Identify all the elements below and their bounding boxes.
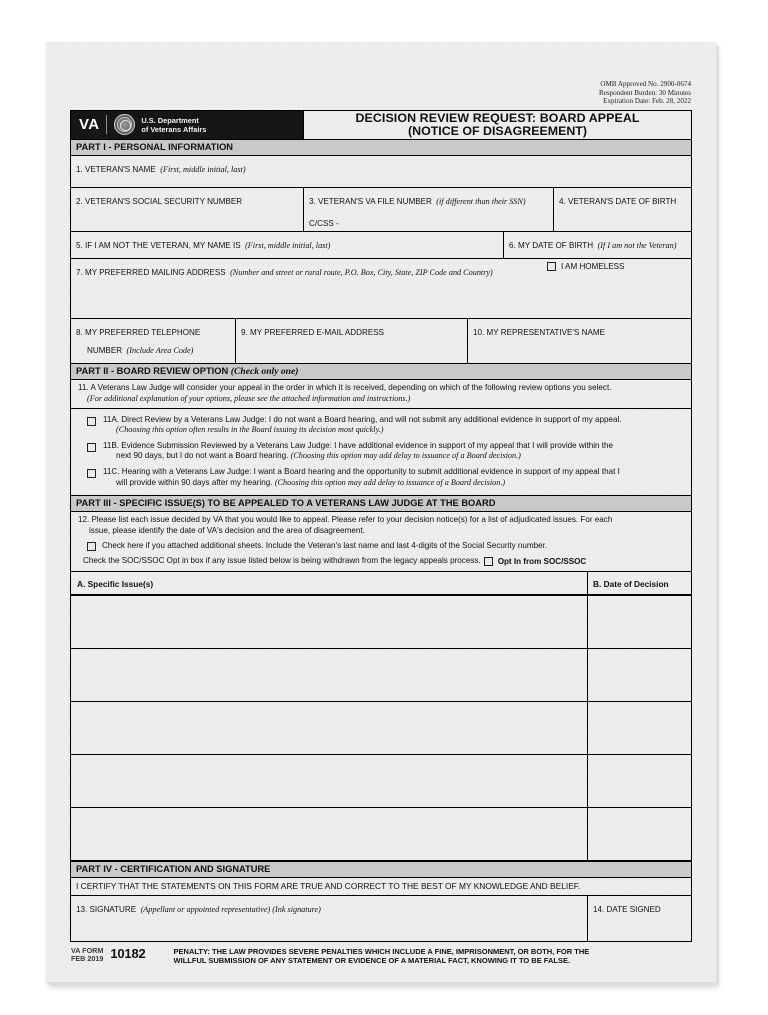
issue-cell[interactable] (71, 755, 587, 807)
option-11c-indent-main: will provide within 90 days after my hearing. (116, 477, 275, 487)
va-form-10182-page (46, 42, 716, 982)
penalty-line2: WILLFUL SUBMISSION OF ANY STATEMENT OR EVIDENCE OF A MATERIAL FACT, KNOWING IT TO BE FALSE. (173, 956, 571, 966)
part3-intro-line1: 12. Please list each issue decided by VA that you would like to appeal. Please refer to your decision notice(s) for a list of adjudicated issues. For each (78, 515, 613, 525)
field-3-hint: (if different than their SSN) (436, 196, 526, 206)
date-cell[interactable] (587, 755, 691, 807)
field-row-2 (70, 188, 692, 232)
certification-statement: I CERTIFY THAT THE STATEMENTS ON THIS FORM ARE TRUE AND CORRECT TO THE BEST OF MY KNOWLEDGE AND BELIEF. (70, 878, 692, 896)
field-non-veteran-name[interactable] (71, 232, 503, 258)
omb-expiration-date: Expiration Date: Feb. 28, 2022 (603, 97, 691, 106)
field-6-hint: (If I am not the Veteran) (597, 240, 677, 250)
va-department-line2: of Veterans Affairs (141, 124, 207, 134)
field-7-hint: (Number and street or rural route, P.O. Box, City, State, ZIP Code and Country) (230, 267, 493, 277)
option-11c[interactable] (78, 467, 685, 488)
form-header-band (70, 110, 692, 140)
field-8-label2: NUMBER (87, 345, 123, 355)
option-11c-checkbox[interactable] (87, 469, 96, 478)
optin-row[interactable] (78, 556, 685, 566)
form-title-line1: DECISION REVIEW REQUEST: BOARD APPEAL (355, 110, 640, 125)
field-row-4 (70, 259, 692, 319)
part3-section-bar: PART III - SPECIFIC ISSUE(S) TO BE APPEALED TO A VETERANS LAW JUDGE AT THE BOARD (70, 496, 692, 512)
table-row[interactable] (70, 808, 692, 862)
va-logo-block (71, 111, 303, 139)
document-page-stack (46, 42, 716, 982)
penalty-line1: PENALTY: THE LAW PROVIDES SEVERE PENALTIES WHICH INCLUDE A FINE, IMPRISONMENT, OR BOTH, FOR THE (173, 946, 590, 956)
option-11c-italic: (Choosing this option may add delay to issuance of a Board decision.) (274, 477, 506, 487)
field-8-hint: (Include Area Code) (126, 345, 194, 355)
table-row[interactable] (70, 596, 692, 649)
field-row-3 (70, 232, 692, 259)
form-number: 10182 (110, 945, 146, 961)
part3-intro (70, 512, 692, 572)
field-telephone[interactable] (71, 319, 235, 363)
date-cell[interactable] (587, 596, 691, 648)
part2-options (70, 409, 692, 496)
omb-approved-number: OMB Approved No. 2900-0674 (600, 80, 691, 88)
field-my-dob[interactable] (503, 232, 691, 258)
option-11c-text (103, 467, 620, 488)
option-11b-text (103, 441, 613, 462)
field-7-label: 7. MY PREFERRED MAILING ADDRESS (76, 267, 226, 277)
option-11a-italic: (Choosing this option often results in the Board issuing its decision most quickly.) (116, 425, 384, 435)
field-5-label: 5. IF I AM NOT THE VETERAN, MY NAME IS (76, 240, 241, 250)
va-department-line1: U.S. Department (141, 115, 199, 125)
option-11a[interactable] (78, 415, 685, 436)
field-14-label: 14. DATE SIGNED (593, 904, 661, 914)
issues-col-b-label: B. Date of Decision (593, 578, 669, 589)
field-representative-name[interactable] (467, 319, 691, 363)
attached-sheets-row[interactable] (78, 541, 685, 551)
table-row[interactable] (70, 649, 692, 702)
part2-intro-line1: 11. A Veterans Law Judge will consider your appeal in the order in which it is received, depending on which of the following review options you select. (78, 382, 612, 392)
field-5-hint: (First, middle initial, last) (245, 240, 331, 250)
field-row-1 (70, 156, 692, 188)
option-11c-main: 11C. Hearing with a Veterans Law Judge: I want a Board hearing and the opportunity to submit additional evidence in support of my appeal that I (103, 467, 620, 477)
field-13-label: 13. SIGNATURE (76, 904, 137, 914)
va-wordmark: VA (79, 116, 100, 134)
optin-prefix-text: Check the SOC/SSOC Opt in box if any issue listed below is being withdrawn from the legacy appeals process. (83, 556, 481, 566)
field-13-hint: (Appellant or appointed representative) (Ink signature) (140, 904, 321, 914)
field-9-label: 9. MY PREFERRED E-MAIL ADDRESS (241, 327, 385, 337)
field-va-file-number[interactable] (303, 188, 553, 231)
part2-bar-text: PART II - BOARD REVIEW OPTION (76, 365, 231, 376)
va-department-text (141, 116, 206, 134)
va-form-line1: VA FORM (71, 945, 104, 955)
table-row[interactable] (70, 702, 692, 755)
option-11a-main: 11A. Direct Review by a Veterans Law Judge: I do not want a Board hearing, and will not submit any additional evidence in support of my appeal. (103, 414, 622, 424)
homeless-checkbox[interactable] (547, 262, 556, 271)
issues-col-a-label: A. Specific Issue(s) (77, 578, 154, 589)
field-1-label: 1. VETERAN'S NAME (76, 164, 156, 174)
issue-cell[interactable] (71, 808, 587, 860)
field-1-hint: (First, middle initial, last) (160, 164, 246, 174)
va-form-designation (71, 946, 103, 964)
issues-col-b-header (587, 572, 691, 594)
option-11a-text (103, 415, 622, 436)
logo-divider (106, 115, 107, 134)
option-11b[interactable] (78, 441, 685, 462)
issue-cell[interactable] (71, 649, 587, 701)
option-11a-checkbox[interactable] (87, 417, 96, 426)
attached-sheets-label: Check here if you attached additional sheets. Include the Veteran's last name and last 4-digits of the Social Security number. (102, 541, 548, 551)
date-cell[interactable] (587, 649, 691, 701)
date-cell[interactable] (587, 808, 691, 860)
omb-respondent-burden: Respondent Burden: 30 Minutes (598, 88, 691, 97)
option-11c-indent (103, 478, 620, 489)
field-email[interactable] (235, 319, 467, 363)
optin-label: Opt In from SOC/SSOC (497, 557, 587, 567)
option-11b-indent-main: next 90 days, but I do not want a Board hearing. (116, 451, 291, 461)
form-body (70, 80, 692, 966)
penalty-statement (174, 946, 590, 966)
option-11b-indent (103, 451, 613, 462)
field-mailing-address[interactable] (71, 259, 691, 318)
signature-row (70, 896, 692, 942)
part2-intro-line2: (For additional explanation of your options, please see the attached information and instructions.) (87, 394, 411, 404)
issues-col-a-header (71, 572, 587, 594)
part1-section-bar: PART I - PERSONAL INFORMATION (70, 140, 692, 156)
part2-bar-italic: (Check only one) (230, 365, 299, 377)
issues-table-header (70, 572, 692, 596)
issue-cell[interactable] (71, 596, 587, 648)
issue-cell[interactable] (71, 702, 587, 754)
field-4-label: 4. VETERAN'S DATE OF BIRTH (559, 196, 677, 206)
field-3-value: C/CSS - (309, 218, 339, 228)
field-row-5 (70, 319, 692, 364)
form-title-line2: (NOTICE OF DISAGREEMENT) (408, 123, 587, 138)
option-11b-checkbox[interactable] (87, 443, 96, 452)
attached-sheets-checkbox[interactable] (87, 542, 96, 551)
table-row[interactable] (70, 755, 692, 808)
field-2-label: 2. VETERAN'S SOCIAL SECURITY NUMBER (76, 196, 243, 206)
field-date-signed[interactable] (587, 896, 691, 941)
homeless-label: I AM HOMELESS (561, 261, 625, 271)
part2-intro (70, 380, 692, 409)
part2-section-bar (70, 364, 692, 380)
omb-block (70, 80, 692, 106)
optin-checkbox[interactable] (484, 557, 493, 566)
field-veterans-ssn[interactable] (71, 188, 303, 225)
field-3-label: 3. VETERAN'S VA FILE NUMBER (309, 196, 432, 206)
field-signature[interactable] (71, 896, 587, 941)
part3-intro-line2: issue, please identify the date of VA's decision and the area of disagreement. (89, 525, 365, 535)
va-seal-icon (114, 114, 135, 135)
option-11b-main: 11B. Evidence Submission Reviewed by a Veterans Law Judge: I have additional evidence in support of my appeal that I will provide within the (103, 440, 614, 450)
field-veterans-dob[interactable] (553, 188, 691, 231)
option-11b-italic: (Choosing this option may add delay to issuance of a Board decision.) (290, 451, 521, 461)
form-footer (70, 946, 692, 966)
form-title-block (303, 111, 691, 139)
field-10-label: 10. MY REPRESENTATIVE'S NAME (473, 327, 605, 337)
part4-section-bar: PART IV - CERTIFICATION AND SIGNATURE (70, 862, 692, 878)
field-veterans-name[interactable] (71, 156, 691, 187)
date-cell[interactable] (587, 702, 691, 754)
field-8-label: 8. MY PREFERRED TELEPHONE (76, 327, 201, 337)
va-form-line2: FEB 2019 (71, 954, 104, 964)
field-6-label: 6. MY DATE OF BIRTH (509, 240, 594, 250)
